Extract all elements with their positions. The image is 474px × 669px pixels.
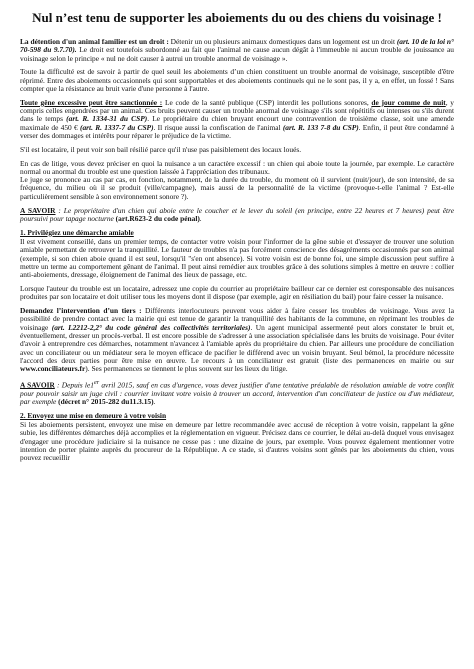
legal-reference: (art. R. 1334-31 du CSP): [66, 114, 148, 124]
note-text: .: [199, 213, 202, 223]
paragraph-text: , y compris celles engendrées par un animal. Ces bruits peuvent causer un trouble anormal de voisinage s'ils sont répétitifs ou intenses ou s'ils durent dans le temps: [20, 97, 454, 124]
paragraph-sanction: [20, 99, 454, 140]
paragraph-mise-en-demeure: Si les aboiements persistent, envoyez une mise en demeure par lettre recommandée avec accusé de réception à votre voisin, rappelant la gêne subie, les différentes démarches déjà accomplies et la réglementation en vigueur. Précisez dans ce courrier, le délai au-delà duquel vous envisagez d'engager une procédure judiciaire si la nuisance ne cesse pas : une dizaine de jours, par exemple. Vous pouvez également mentionner votre intention de porter plainte auprès du procureur de la République. A ce stade, si d'autres voisins sont gênés par les aboiements du chien, vous pouvez recueillir: [20, 420, 454, 463]
paragraph-text: Le droit est toutefois subordonné au fait que l'animal ne cause aucun dégât à l'immeuble ni aucun trouble de jouissance au voisinage selon le principe « nul ne doit causer à autrui un trouble anormal de voisinage ».: [20, 45, 454, 63]
paragraph-bailleur: Lorsque l'auteur du trouble est un locataire, adressez une copie du courrier au propriétaire bailleur car ce dernier est coresponsable des nuisances produites par son locataire et doit utiliser tous les moyens dont il dispose (par exemple, agir en résiliation du bail) pour faire cesser la nuisance.: [20, 283, 454, 302]
legal-reference: (art. R. 1337-7 du CSP): [79, 122, 154, 132]
paragraph-lead: Demandez l’intervention d’un tiers :: [20, 306, 142, 316]
paragraph-droit-detention: [20, 38, 454, 63]
note-text: avril 2015, sauf en cas d'urgence, vous devez justifier d'une tentative préalable de résolution amiable de votre conflit pour pouvoir saisir un juge civil : courrier invitant votre voisin à trouver un accord, intervention d'un conciliateur de justice ou d'un médiateur, par exemple: [20, 380, 454, 406]
note-resolution-amiable: [20, 379, 454, 406]
paragraph-text: Le code de la santé publique (CSP) interdit les pollutions sonores,: [162, 97, 372, 107]
paragraph-text: Le juge se prononce au cas par cas, en fonction, notamment, de la durée du trouble, du moment où il survient (nuit/jour), de son intensité, de sa fréquence, du milieu où il se produit (ville/campagne), mais aussi de la personnalité de la victime (provoque-t-elle l'animal ? Est-elle particulièrement sensible à son environnement sonore ?).: [20, 175, 454, 201]
paragraph-locataire: S'il est locataire, il peut voir son bail résilié parce qu'il n'use pas paisiblement des locaux loués.: [20, 144, 302, 154]
paragraph-text: . Il risque aussi la confiscation de l'animal: [153, 122, 283, 132]
paragraph-text: En cas de litige, vous devez préciser en quoi la nuisance a un caractère excessif : un chien qui aboie toute la journée, par exemple. Le caractère normal ou anormal du trouble est une question laissée à l'appréciation des tribunaux.: [20, 158, 454, 176]
legal-reference: (art.R623-2 du code pénal): [115, 213, 200, 223]
note-lead: A SAVOIR: [20, 380, 55, 390]
page-title: Nul n’est tenu de supporter les aboiements du ou des chiens du voisinage !: [32, 10, 442, 25]
paragraph-text: Différents interlocuteurs peuvent vous aider à faire cesser les troubles de voisinage. Vous avez la possibilité de prendre contact avec la mairie qui est tenue de garantir la tranquillité des habitants de la commune, en réprimant les troubles de voisinage: [20, 306, 454, 332]
paragraph-lead: Toute gêne excessive peut être sanctionnée :: [20, 97, 163, 107]
paragraph-text: . Enfin, il peut être condamné à verser des dommages et intérêts pour réparer le préjudice de la victime.: [20, 122, 454, 140]
paragraph-text: . Un agent municipal assermenté peut alors constater le bruit et, éventuellement, dresser un procès-verbal. Il est encore possible de s'adresser à une association spécialisée dans les bruits de voisinage. Pour éviter d'avoir à entreprendre ces démarches, notamment n'avancez à l'amiable après du propriétaire du chien. Par ailleurs une procédure de conciliation avec un conciliateur ou un médiateur sera le moyen efficace de pacifier le différend avec un voisin bruyant. Seul bémol, la procédure nécessite l'accord des deux parties pour être mise en œuvre. Le recours à un conciliateur est gratuit (liste des permanences en mairie ou sur: [20, 322, 454, 365]
section-heading-amiable: 1. Privilégiez une démarche amiable: [20, 227, 134, 237]
paragraph-text: . Le propriétaire du chien bruyant encourt une contravention de troisième classe, soit une amende maximale de 450 €: [20, 114, 454, 132]
website-link[interactable]: www.conciliateurs.fr: [20, 364, 86, 374]
superscript: er: [93, 379, 100, 386]
legal-reference: (art. 10 de la loi n° 70-598 du 9.7.70).: [20, 37, 454, 55]
paragraph-amiable: Il est vivement conseillé, dans un premier temps, de contacter votre voisin pour l'informer de la gêne subie et d'essayer de trouver une solution amiable permettant de retrouver la tranquillité. Le fauteur de troubles n'a pas forcément conscience des désagréments occasionnés par son animal (exemple, si son chien aboie quand il est seul, lorsqu'il "s'en ont absence). Si votre voisin est de bonne foi, une simple discussion peut suffire à mettre un terme au comportement gênant de l'animal. Il peut ainsi remédier aux troubles grâce à des solutions simples à mettre en œuvre : collier anti-aboiements, dressage, éloignement de l'animal des lieux de passage, etc.: [20, 236, 454, 280]
paragraph-text: ). Ses permanences se tiennent le plus souvent sur les lieux du litige.: [85, 364, 288, 374]
emphasis-text: de jour comme de nuit: [371, 97, 446, 107]
note-text: : Le propriétaire d'un chien qui aboie entre le coucher et le lever du soleil (en principe, entre 22 heures et 7 heures) peut être poursuivi pour tapage nocturne: [20, 205, 454, 223]
paragraph-lead: La détention d'un animal familier est un droit :: [20, 37, 169, 46]
section-heading-mise-en-demeure: 2. Envoyez une mise en demeure à votre voisin: [20, 410, 167, 420]
note-text: .: [153, 396, 156, 406]
legal-reference: (décret n° 2015-282 du11.3.15): [58, 396, 154, 406]
paragraph-litige: [20, 160, 454, 201]
note-tapage-nocturne: [20, 207, 454, 224]
legal-reference: (art. L2212-2,2° du code général des collectivités territoriales): [51, 322, 251, 332]
paragraph-text: Détenir un ou plusieurs animaux domestiques dans un logement est un droit: [168, 37, 397, 46]
paragraph-difficulte: Toute la difficulté est de savoir à partir de quel seuil les aboiements d’un chien constituent un trouble anormal de voisinage, susceptible d'être réprimé. Entre des aboiements occasionnels qui sont supportables et des aboiements continuels qui ne le sont pas, il y a, en effet, un fossé ! Sans compter que la résistance au bruit varie d'une personne à l'autre.: [20, 67, 454, 93]
legal-reference: (art. R. 133 7-8 du CSP): [282, 122, 359, 132]
note-lead: A SAVOIR: [20, 205, 56, 215]
note-text: : Depuis le1: [54, 380, 94, 390]
paragraph-tiers: [20, 307, 454, 373]
